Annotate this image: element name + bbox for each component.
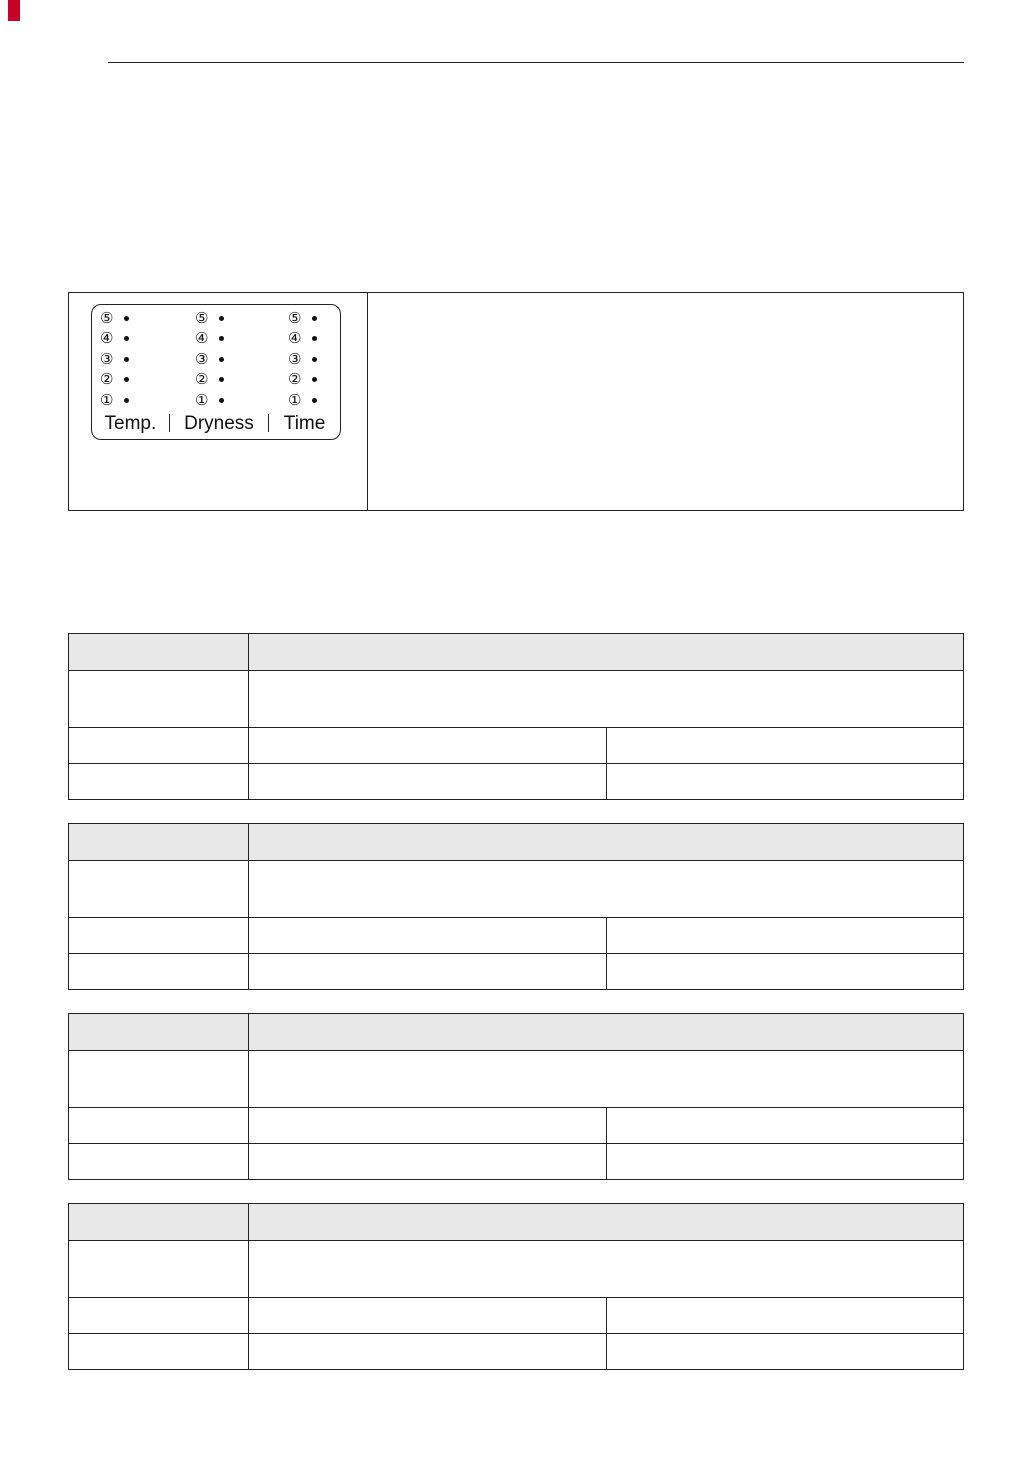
- level-indicator: ③: [288, 349, 317, 370]
- spec-header-row: [69, 1014, 964, 1051]
- spec-table-2: [68, 823, 964, 990]
- header-rule: [108, 62, 964, 63]
- display-labels: [92, 411, 340, 435]
- table-row: [69, 1108, 964, 1144]
- indicator-dot: [312, 357, 317, 362]
- level-indicator: ①: [100, 390, 129, 411]
- table-row: [69, 1298, 964, 1334]
- table-row: [69, 1334, 964, 1370]
- display-panel-table: [68, 292, 964, 511]
- spec-header-row: [69, 634, 964, 671]
- time-label: Time: [283, 412, 326, 434]
- table-row: [69, 954, 964, 990]
- level-indicator: ②: [195, 370, 224, 391]
- indicator-dot: [312, 336, 317, 341]
- level-indicator: ②: [288, 370, 317, 391]
- indicator-dot: [219, 357, 224, 362]
- spec-header-row: [69, 824, 964, 861]
- indicator-dot: [124, 398, 129, 403]
- indicator-dot: [312, 398, 317, 403]
- table-row: [69, 764, 964, 800]
- temp-level-column: [100, 308, 129, 411]
- indicator-dot: [312, 316, 317, 321]
- level-indicator: ③: [100, 349, 129, 370]
- level-indicator: ④: [288, 329, 317, 350]
- level-indicator: ⑤: [100, 308, 129, 329]
- dryer-display-panel: [91, 304, 341, 440]
- time-level-column: [288, 308, 317, 411]
- indicator-dot: [124, 357, 129, 362]
- level-indicator: ③: [195, 349, 224, 370]
- indicator-dot: [219, 398, 224, 403]
- dryness-label: Dryness: [184, 412, 254, 434]
- display-description-cell: [368, 293, 964, 511]
- table-row: [69, 728, 964, 764]
- spec-table-3: [68, 1013, 964, 1180]
- spec-table-4: [68, 1203, 964, 1370]
- dryness-level-column: [195, 308, 224, 411]
- level-indicator: ④: [195, 329, 224, 350]
- indicator-dot: [124, 377, 129, 382]
- spec-table-1: [68, 633, 964, 800]
- spec-description-row: [69, 1051, 964, 1108]
- indicator-dot: [219, 377, 224, 382]
- indicator-dot: [124, 316, 129, 321]
- level-indicator: ⑤: [288, 308, 317, 329]
- indicator-dot: [124, 336, 129, 341]
- level-indicator: ①: [288, 390, 317, 411]
- spec-header-row: [69, 1204, 964, 1241]
- table-row: [69, 1144, 964, 1180]
- spec-description-row: [69, 861, 964, 918]
- corner-mark: [8, 0, 20, 21]
- spec-description-row: [69, 1241, 964, 1298]
- spec-description-row: [69, 671, 964, 728]
- temp-label: Temp.: [104, 412, 157, 434]
- level-indicator: ①: [195, 390, 224, 411]
- indicator-dot: [219, 316, 224, 321]
- table-row: [69, 918, 964, 954]
- level-indicator: ②: [100, 370, 129, 391]
- display-illustration-cell: [69, 293, 368, 511]
- indicator-dot: [219, 336, 224, 341]
- level-indicator: ⑤: [195, 308, 224, 329]
- level-indicator: ④: [100, 329, 129, 350]
- indicator-dot: [312, 377, 317, 382]
